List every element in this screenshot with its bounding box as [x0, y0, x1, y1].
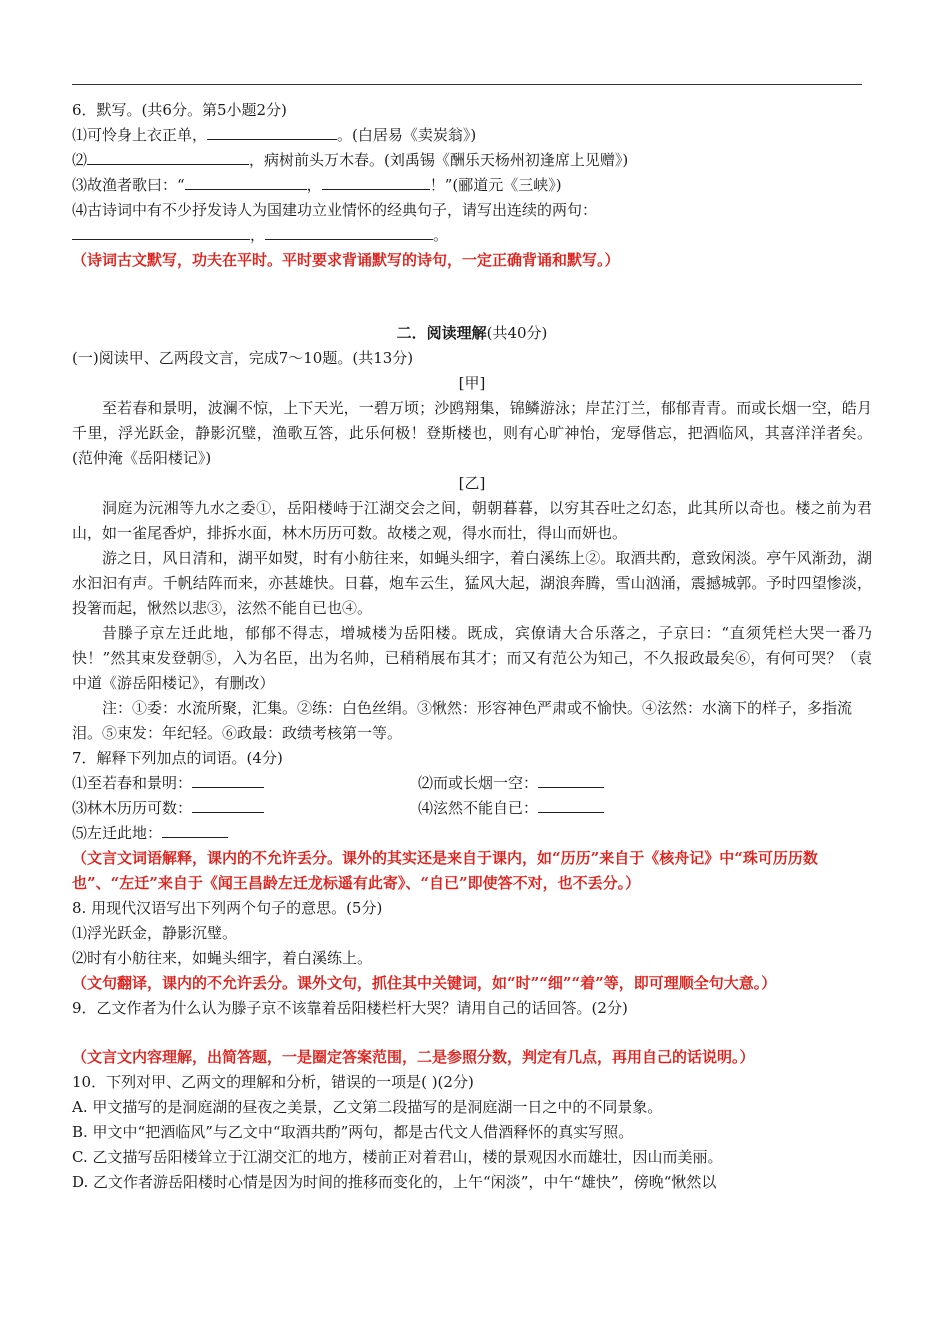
answer-blank[interactable]: [207, 125, 337, 140]
q9-answer-space[interactable]: [72, 1021, 872, 1045]
q7-title: 7．解释下列加点的词语。(4分): [72, 749, 283, 767]
q7-item-5-text: ⑸左迁此地：: [72, 824, 163, 842]
q6-line-3-text: ⑶故渔者歌曰：“: [72, 176, 185, 194]
answer-blank[interactable]: [265, 225, 433, 240]
document-body: [72, 98, 872, 1195]
q9-tip: （文言文内容理解，出简答题，一是圈定答案范围，二是参照分数，判定有几点，再用自己的话说明。）: [72, 1048, 755, 1066]
q7-item-2: [418, 771, 604, 796]
answer-blank[interactable]: [192, 798, 264, 813]
q10-option-b[interactable]: B. 甲文中“把酒临风”与乙文中“取酒共酌”两句，都是古代文人借酒释怀的真实写照。: [72, 1123, 634, 1141]
q10-option-a[interactable]: A. 甲文描写的是洞庭湖的昼夜之美景，乙文第二段描写的是洞庭湖一日之中的不同景象。: [72, 1098, 663, 1116]
q7-item-1: [72, 771, 418, 796]
section-2-intro: (一)阅读甲、乙两段文言，完成7～10题。(共13分): [72, 349, 414, 367]
passage-jia-label: [甲]: [458, 374, 486, 392]
q7-item-4: [418, 796, 604, 821]
answer-blank[interactable]: [87, 150, 249, 165]
passage-yi-label: [乙]: [458, 474, 486, 492]
q7-tip: （文言文词语解释，课内的不允许丢分。课外的其实还是来自于课内，如“历历”来自于《核舟记》中“珠可历历数也”、“左迁”来自于《闻王昌龄左迁龙标遥有此寄》、“自已”即使答不对，也不丢分。）: [72, 849, 818, 892]
q6-line-2-text: ，病树前头万木春。(刘禹锡《酬乐天杨州初逢席上见赠》): [249, 151, 629, 169]
passage-yi-paragraph-3: 昔滕子京左迁此地，郁郁不得志，增城楼为岳阳楼。既成，宾僚请大合乐落之，子京曰：“直须凭栏大哭一番乃快！”然其束发登朝⑤，入为名臣，出为名帅，已稍稍展布其才；而又有范公为知己，不久报政最矣⑥，有何可哭？（袁中道《游岳阳楼记》，有删改）: [72, 624, 872, 692]
passage-yi-paragraph-1: 洞庭为沅湘等九水之委①，岳阳楼峙于江湖交会之间，朝朝暮暮，以穷其吞吐之幻态，此其所以奇也。楼之前为君山，如一雀尾香炉，排拆水面，林木历历可数。故楼之观，得水而壮，得山而妍也。: [72, 499, 872, 542]
q7-item-3: [72, 796, 418, 821]
q6-tip: （诗词古文默写，功夫在平时。平时要求背诵默写的诗句，一定正确背诵和默写。）: [72, 251, 620, 269]
q6-line-5: [72, 223, 872, 248]
q8-sentence-1: ⑴浮光跃金，静影沉璧。: [72, 924, 238, 942]
answer-blank[interactable]: [72, 225, 250, 240]
answer-blank[interactable]: [192, 773, 264, 788]
answer-blank[interactable]: [322, 175, 430, 190]
q8-title: 8. 用现代汉语写出下列两个句子的意思。(5分): [72, 899, 383, 917]
passage-notes: 注：①委：水流所聚，汇集。②练：白色丝绢。③愀然：形容神色严肃或不愉快。④泫然：水滴下的样子，多指流泪。⑤束发：年纪轻。⑥政最：政绩考核第一等。: [72, 699, 853, 742]
q10-option-d[interactable]: D. 乙文作者游岳阳楼时心情是因为时间的推移而变化的，上午“闲淡”，中午“雄快”，傍晚“愀然以: [72, 1173, 717, 1191]
section-2-title-score: (共40分): [486, 324, 548, 342]
q7-item-4-text: ⑷泫然不能自已：: [418, 799, 539, 817]
q7-item-2-text: ⑵而或长烟一空：: [418, 774, 539, 792]
q6-line-2-number: ⑵: [72, 151, 88, 169]
answer-blank[interactable]: [538, 773, 604, 788]
q6-line-3-source: ！”(郦道元《三峡》): [429, 176, 562, 194]
q6-line-3-comma: ，: [306, 176, 322, 194]
q6-line-1: [72, 123, 872, 148]
q10-option-c[interactable]: C. 乙文描写岳阳楼耸立于江湖交汇的地方，楼前正对着君山，楼的景观因水而雄壮，因山而美丽。: [72, 1148, 723, 1166]
answer-blank[interactable]: [162, 823, 228, 838]
q6-line-4: ⑷古诗词中有不少抒发诗人为国建功立业情怀的经典句子，请写出连续的两句：: [72, 201, 598, 219]
q8-tip: （文句翻译，课内的不允许丢分。课外文句，抓住其中关键词，如“时”“细”“着”等，即可理顺全句大意。）: [72, 974, 777, 992]
q7-item-1-text: ⑴至若春和景明：: [72, 774, 193, 792]
q7-row-2: [72, 796, 872, 821]
q10-title: 10．下列对甲、乙两文的理解和分析，错误的一项是( )(2分): [72, 1073, 474, 1091]
answer-blank[interactable]: [185, 175, 307, 190]
header-rule: [72, 84, 862, 85]
q6-line-5-comma: ，: [250, 226, 266, 244]
answer-blank[interactable]: [538, 798, 604, 813]
q7-row-1: [72, 771, 872, 796]
q6-title: 6．默写。(共6分。第5小题2分): [72, 101, 287, 119]
q6-line-3: [72, 173, 872, 198]
q9-title: 9．乙文作者为什么认为滕子京不该靠着岳阳楼栏杆大哭？请用自己的话回答。(2分): [72, 999, 628, 1017]
q7-item-3-text: ⑶林木历历可数：: [72, 799, 193, 817]
q6-line-5-period: 。: [433, 226, 449, 244]
section-2-title-bold: 二．阅读理解: [396, 324, 487, 342]
passage-jia-text: 至若春和景明，波澜不惊，上下天光，一碧万顷；沙鸥翔集，锦鳞游泳；岸芷汀兰，郁郁青青。而或长烟一空，皓月千里，浮光跃金，静影沉璧，渔歌互答，此乐何极！登斯楼也，则有心旷神怡，宠辱偕忘，把酒临风，其喜洋洋者矣。(范仲淹《岳阳楼记》): [72, 399, 872, 467]
section-2-title: [72, 321, 872, 346]
passage-yi-paragraph-2: 游之日，风日清和，湖平如熨，时有小舫往来，如蝇头细字，着白溪练上②。取酒共酌，意致闲淡。亭午风渐劲，湖水汩汩有声。千帆结阵而来，亦甚雄快。日暮，炮车云生，猛风大起，湖浪奔腾，雪山汹涌，震撼城郭。予时四望惨淡，投箸而起，愀然以悲③，泫然不能自已也④。: [72, 549, 872, 617]
q8-sentence-2: ⑵时有小舫往来，如蝇头细字，着白溪练上。: [72, 949, 373, 967]
q6-line-1-source: 。(白居易《卖炭翁》): [337, 126, 477, 144]
q6-line-1-text: ⑴可怜身上衣正单，: [72, 126, 208, 144]
q6-line-2: [72, 148, 872, 173]
q7-item-5: [72, 821, 872, 846]
